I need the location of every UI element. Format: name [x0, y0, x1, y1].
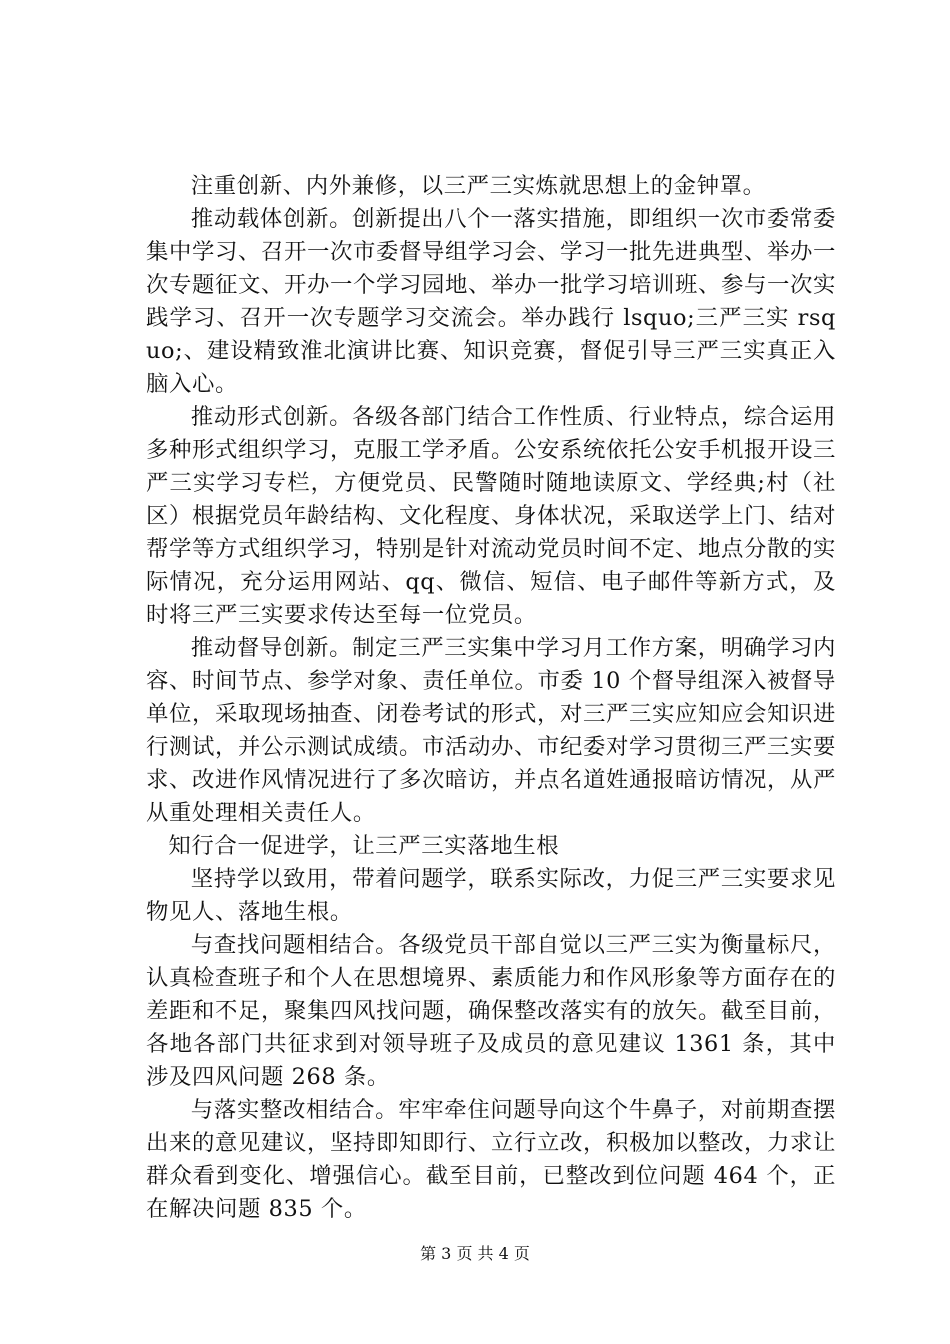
paragraph: 推动载体创新。创新提出八个一落实措施，即组织一次市委常委集中学习、召开一次市委督导组学习会、学习一批先进典型、举办一次专题征文、开办一个学习园地、举办一批学习培训班、参与一次实践学习、召开一次专题学习交流会。举办践行 lsquo;三严三实 rsquo;、建设精致淮北演讲比赛、知识竞赛，督促引导三严三实真正入脑入心。 [146, 206, 836, 397]
page-number-footer: 第 3 页 共 4 页 [420, 1244, 530, 1263]
paragraph: 注重创新、内外兼修，以三严三实炼就思想上的金钟罩。 [190, 173, 766, 199]
paragraph: 推动形式创新。各级各部门结合工作性质、行业特点，综合运用多种形式组织学习，克服工学矛盾。公安系统依托公安手机报开设三严三实学习专栏，方便党员、民警随时随地读原文、学经典;村（社区）根据党员年龄结构、文化程度、身体状况，采取送学上门、结对帮学等方式组织学习，特别是针对流动党员时间不定、地点分散的实际情况，充分运用网站、qq、微信、短信、电子邮件等新方式，及时将三严三实要求传达至每一位党员。 [146, 404, 836, 628]
paragraph: 坚持学以致用，带着问题学，联系实际改，力促三严三实要求见物见人、落地生根。 [146, 866, 836, 925]
paragraph: 推动督导创新。制定三严三实集中学习月工作方案，明确学习内容、时间节点、参学对象、责任单位。市委 10 个督导组深入被督导单位，采取现场抽查、闭卷考试的形式，对三严三实应知应会知识进行测试，并公示测试成绩。市活动办、市纪委对学习贯彻三严三实要求、改进作风情况进行了多次暗访，并点名道姓通报暗访情况，从严从重处理相关责任人。 [146, 635, 836, 826]
paragraph: 与落实整改相结合。牢牢牵住问题导向这个牛鼻子，对前期查摆出来的意见建议，坚持即知即行、立行立改，积极加以整改，力求让群众看到变化、增强信心。截至目前，已整改到位问题 464 个，正在解决问题 835 个。 [146, 1097, 836, 1222]
document-body [146, 170, 836, 1226]
section-heading: 知行合一促进学，让三严三实落地生根 [168, 833, 560, 859]
paragraph: 与查找问题相结合。各级党员干部自觉以三严三实为衡量标尺，认真检查班子和个人在思想境界、素质能力和作风形象等方面存在的差距和不足，聚集四风找问题，确保整改落实有的放矢。截至目前，各地各部门共征求到对领导班子及成员的意见建议 1361 条，其中涉及四风问题 268 条。 [146, 932, 836, 1090]
